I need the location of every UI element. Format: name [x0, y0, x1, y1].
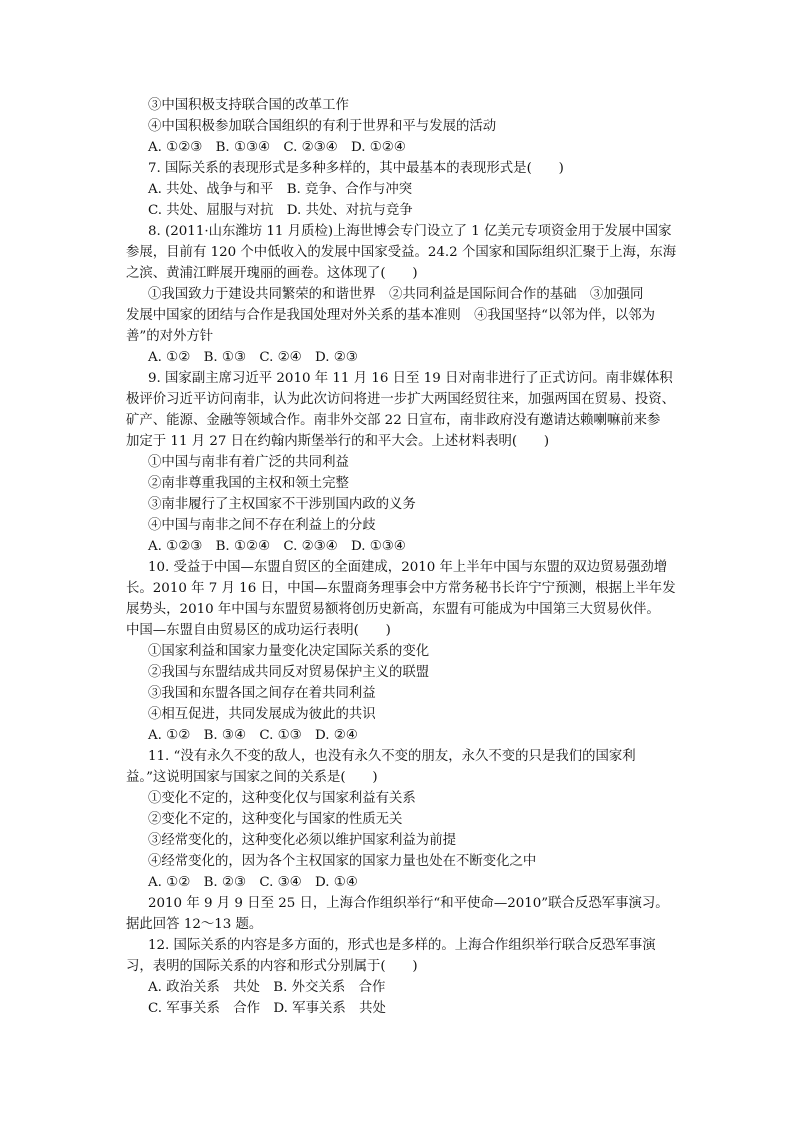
line-q9-choices: A. ①②③ B. ①②④ C. ②③④ D. ①③④ — [148, 539, 406, 554]
line-q10-stem-1: 10. 受益于中国—东盟自贸区的全面建成，2010 年上半年中国与东盟的双边贸易强劲增 — [148, 560, 668, 575]
line-q6-choices: A. ①②③ B. ①③④ C. ②③④ D. ①②④ — [148, 140, 406, 155]
line-q9-option-1: ①中国与南非有着广泛的共同利益 — [148, 455, 349, 470]
line-q9-option-4: ④中国与南非之间不存在利益上的分歧 — [148, 518, 376, 533]
line-q9-option-2: ②南非尊重我国的主权和领土完整 — [148, 476, 349, 491]
line-q7-choices-cd: C. 共处、屈服与对抗 D. 共处、对抗与竞争 — [148, 203, 413, 218]
line-q12-choices-ab: A. 政治关系 共处 B. 外交关系 合作 — [148, 980, 386, 995]
line-q7-choices-ab: A. 共处、战争与和平 B. 竞争、合作与冲突 — [148, 182, 413, 197]
line-q10-option-2: ②我国与东盟结成共同反对贸易保护主义的联盟 — [148, 665, 430, 680]
line-q9-stem-1: 9. 国家副主席习近平 2010 年 11 月 16 日至 19 日对南非进行了正式访问。南非媒体积 — [148, 371, 673, 386]
line-q11-option-4: ④经常变化的，因为各个主权国家的国家力量也处在不断变化之中 — [148, 854, 537, 869]
line-q11-option-2: ②变化不定的，这种变化与国家的性质无关 — [148, 812, 403, 827]
line-q10-option-4: ④相互促进，共同发展成为彼此的共识 — [148, 707, 376, 722]
line-q8-stem-2: 参展，目前有 120 个中低收入的发展中国家受益。24.2 个国家和国际组织汇聚于上海，东海 — [126, 245, 677, 260]
line-q11-stem-1: 11. “没有永久不变的敌人，也没有永久不变的朋友，永久不变的只是我们的国家利 — [148, 749, 636, 764]
line-q10-stem-2: 长。2010 年 7 月 16 日，中国—东盟商务理事会中方常务秘书长许宁宁预测，根据上半年发 — [126, 581, 676, 596]
line-q6-option-3: ③中国积极支持联合国的改革工作 — [148, 98, 349, 113]
line-q6-option-4: ④中国积极参加联合国组织的有利于世界和平与发展的活动 — [148, 119, 497, 134]
line-q11-option-1: ①变化不定的，这种变化仅与国家利益有关系 — [148, 791, 416, 806]
line-q8-choices: A. ①② B. ①③ C. ②④ D. ②③ — [148, 350, 358, 365]
line-q11-choices: A. ①② B. ②③ C. ③④ D. ①④ — [148, 875, 358, 890]
line-q11-stem-2: 益。”这说明国家与国家之间的关系是( ) — [126, 770, 378, 785]
line-q10-option-1: ①国家利益和国家力量变化决定国际关系的变化 — [148, 644, 430, 659]
line-q12-choices-cd: C. 军事关系 合作 D. 军事关系 共处 — [148, 1001, 386, 1016]
line-q10-option-3: ③我国和东盟各国之间存在着共同利益 — [148, 686, 376, 701]
line-q9-stem-4: 加定于 11 月 27 日在约翰内斯堡举行的和平大会。上述材料表明( ) — [126, 434, 550, 449]
line-material-2: 据此回答 12～13 题。 — [126, 917, 263, 932]
line-q9-stem-2: 极评价习近平访问南非，认为此次访问将进一步扩大两国经贸往来，加强两国在贸易、投资、 — [126, 392, 676, 407]
line-q8-options-3: 善”的对外方针 — [126, 329, 214, 344]
line-q11-option-3: ③经常变化的，这种变化必须以维护国家利益为前提 — [148, 833, 456, 848]
line-q8-options-1: ①我国致力于建设共同繁荣的和谐世界 ②共同利益是国际间合作的基础 ③加强同 — [148, 287, 644, 302]
line-material-1: 2010 年 9 月 9 日至 25 日，上海合作组织举行“和平使命—2010”联合反恐军事演习。 — [148, 896, 669, 911]
line-q7-stem: 7. 国际关系的表现形式是多种多样的，其中最基本的表现形式是( ) — [148, 161, 564, 176]
line-q10-choices: A. ①② B. ③④ C. ①③ D. ②④ — [148, 728, 358, 743]
line-q9-option-3: ③南非履行了主权国家不干涉别国内政的义务 — [148, 497, 416, 512]
line-q12-stem-2: 习，表明的国际关系的内容和形式分别属于( ) — [126, 959, 418, 974]
line-q12-stem-1: 12. 国际关系的内容是多方面的，形式也是多样的。上海合作组织举行联合反恐军事演 — [148, 938, 656, 953]
line-q10-stem-4: 中国—东盟自由贸易区的成功运行表明( ) — [126, 623, 391, 638]
line-q8-stem-1: 8. (2011·山东潍坊 11 月质检)上海世博会专门设立了 1 亿美元专项资金用于发展中国家 — [148, 224, 672, 239]
line-q8-stem-3: 之滨、黄浦江畔展开瑰丽的画卷。这体现了( ) — [126, 266, 418, 281]
line-q10-stem-3: 展势头，2010 年中国与东盟贸易额将创历史新高，东盟有可能成为中国第三大贸易伙伴。 — [126, 602, 660, 617]
line-q9-stem-3: 矿产、能源、金融等领域合作。南非外交部 22 日宣布，南非政府没有邀请达赖喇嘛前来参 — [126, 413, 661, 428]
line-q8-options-2: 发展中国家的团结与合作是我国处理对外关系的基本准则 ④我国坚持“以邻为伴，以邻为 — [126, 308, 656, 323]
